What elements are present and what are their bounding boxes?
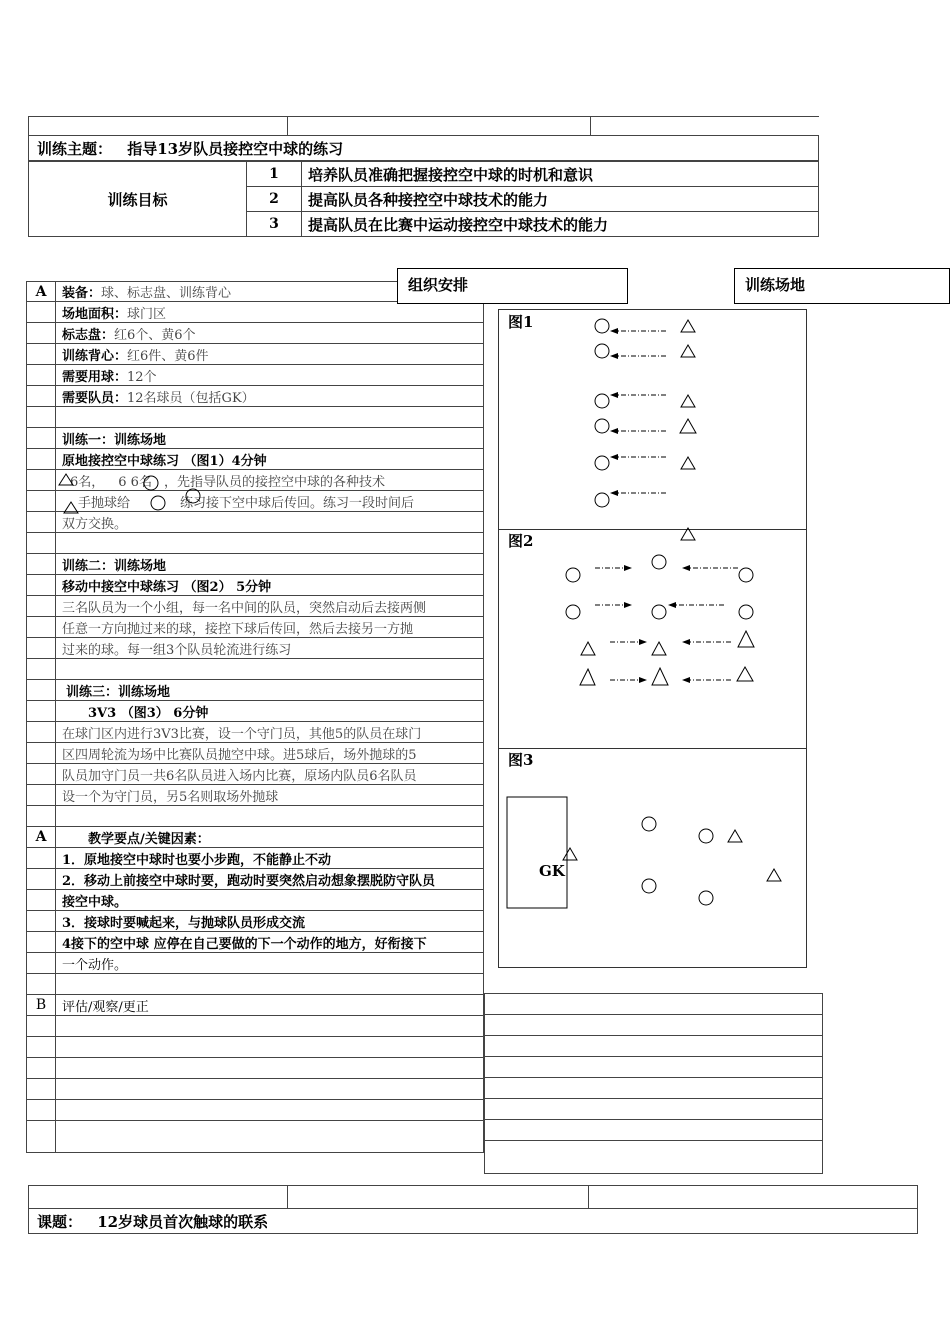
triangle-icon: [59, 474, 73, 485]
drill2-subtitle: 移动中接空中球练习 （图2） 5分钟: [56, 575, 484, 596]
triangle-icon: [681, 457, 695, 469]
key-point: 4接下的空中球 应停在自己要做的下一个动作的地方，好衔接下: [56, 932, 484, 953]
key-point: 接空中球。: [56, 890, 484, 911]
drill3-subtitle: 3V3 （图3） 6分钟: [56, 701, 484, 722]
triangle-icon: [681, 320, 695, 332]
circle-icon: [699, 829, 713, 843]
topic-text: 12岁球员首次触球的联系: [97, 1212, 269, 1231]
blank-cell: [29, 117, 288, 136]
balls-value: 12个: [127, 369, 157, 385]
goal-text: 提高队员在比赛中运动接控空中球技术的能力: [302, 212, 819, 237]
triangle-icon: [728, 830, 742, 842]
section-mark: A: [27, 282, 56, 302]
circle-icon: [595, 394, 609, 408]
key-points-title: 教学要点/关键因素：: [56, 827, 484, 848]
circle-icon: [595, 319, 609, 333]
cones-label: 标志盘：: [62, 327, 115, 343]
triangle-icon: [652, 642, 666, 655]
circle-icon: [144, 476, 158, 490]
blank-cell: [288, 117, 591, 136]
equip-value: 球、标志盘、训练背心: [101, 286, 232, 301]
theme-text: 指导13岁队员接控空中球的练习: [127, 139, 344, 158]
evaluation-grid: [484, 993, 823, 1174]
circle-icon: [595, 456, 609, 470]
circle-icon: [186, 489, 200, 503]
triangle-icon: [580, 669, 595, 685]
figure-1-label: 图1: [508, 313, 534, 331]
goalkeeper-label: GK: [539, 862, 565, 880]
theme-label: 训练主题：: [37, 139, 113, 158]
goal-text: 提高队员各种接控空中球技术的能力: [302, 187, 819, 212]
circle-icon: [151, 496, 165, 510]
triangle-icon: [652, 668, 668, 685]
blank-cell: [589, 1186, 918, 1209]
goalkeeper-triangle-icon: [563, 848, 577, 860]
triangle-icon: [681, 395, 695, 407]
goals-table: [28, 161, 819, 237]
circle-icon: [595, 344, 609, 358]
drill3-line: 在球门区内进行3V3比赛，设一个守门员，其他5的队员在球门: [56, 722, 484, 743]
drill3-line: 区四周轮流为场中比赛队员抛空中球。进5球后，场外抛球的5: [56, 743, 484, 764]
balls-label: 需要用球：: [62, 369, 128, 385]
section-mark: A: [27, 827, 56, 848]
drill1-title: 训练一：训练场地: [56, 428, 484, 449]
drill2-line: 三名队员为一个小组，每一名中间的队员，突然启动后去接两侧: [56, 596, 484, 617]
drill1-line3: 双方交换。: [56, 512, 484, 533]
theme-row: [29, 136, 819, 161]
triangle-icon: [738, 631, 754, 647]
goal-label: 训练目标: [29, 162, 247, 237]
key-point: 2．移动上前接空中球时要，跑动时要突然启动想象摆脱防守队员: [56, 869, 484, 890]
drill1-line2: 手抛球给 练习接下空中球后传回。练习一段时间后: [56, 491, 484, 512]
figure-3-diagram: [507, 797, 781, 908]
circle-icon: [739, 568, 753, 582]
triangle-icon: [64, 502, 78, 513]
area-label: 场地面积：: [62, 306, 128, 322]
goal-no: 3: [247, 212, 302, 237]
figure-1-diagram: [595, 319, 696, 540]
players-label: 需要队员：: [62, 390, 128, 406]
figure-2-diagram: [566, 555, 754, 685]
key-point: 3．接球时要喊起来，与抛球队员形成交流: [56, 911, 484, 932]
goal-no: 2: [247, 187, 302, 212]
circle-icon: [699, 891, 713, 905]
players-value: 12名球员（包括GK）: [127, 390, 255, 406]
drill1-shape-overlay: [55, 470, 205, 520]
drill1-line1: 6名， 6 6名 ，先指导队员的接控空中球的各种技术: [56, 470, 484, 491]
key-point: 1．原地接空中球时也要小步跑，不能静止不动: [56, 848, 484, 869]
circle-icon: [739, 605, 753, 619]
drill3-title: 训练三：训练场地: [56, 680, 484, 701]
circle-icon: [595, 419, 609, 433]
circle-icon: [642, 879, 656, 893]
drill1-subtitle: 原地接控空中球练习 （图1）4分钟: [56, 449, 484, 470]
training-plan-table: [28, 116, 819, 161]
equip-label: 装备：: [62, 286, 102, 301]
circle-icon: [652, 605, 666, 619]
goal-text: 培养队员准确把握接控空中球的时机和意识: [302, 162, 819, 187]
organization-header: 组织安排: [397, 268, 628, 304]
triangle-icon: [581, 642, 595, 655]
drill3-line: 队员加守门员一共6名队员进入场内比赛，原场内队员6名队员: [56, 764, 484, 785]
triangle-icon: [680, 419, 696, 433]
field-header: 训练场地: [734, 268, 950, 304]
bibs-label: 训练背心：: [62, 348, 128, 364]
key-point: 一个动作。: [56, 953, 484, 974]
circle-icon: [566, 568, 580, 582]
section-mark: B: [27, 995, 56, 1016]
blank-cell: [591, 117, 819, 136]
triangle-icon: [681, 345, 695, 357]
triangle-icon: [681, 528, 695, 540]
circle-icon: [566, 605, 580, 619]
topic-row: [29, 1209, 918, 1234]
triangle-icon: [737, 667, 753, 681]
goal-area: [507, 797, 567, 908]
drill2-line: 任意一方向抛过来的球，接控下球后传回，然后去接另一方抛: [56, 617, 484, 638]
drill2-line: 过来的球。每一组3个队员轮流进行练习: [56, 638, 484, 659]
triangle-icon: [767, 869, 781, 881]
circle-icon: [642, 817, 656, 831]
circle-icon: [652, 555, 666, 569]
blank-cell: [29, 1186, 288, 1209]
drill3-line: 设一个为守门员，另5名则取场外抛球: [56, 785, 484, 806]
topic-table: [28, 1185, 918, 1234]
cones-value: 红6个、黄6个: [114, 327, 196, 343]
drill2-title: 训练二：训练场地: [56, 554, 484, 575]
circle-icon: [595, 493, 609, 507]
session-details-table: [26, 281, 484, 1153]
figure-2-label: 图2: [508, 532, 534, 550]
evaluation-label: 评估/观察/更正: [56, 995, 484, 1016]
bibs-value: 红6件、黄6件: [127, 348, 209, 364]
blank-cell: [288, 1186, 589, 1209]
area-value: 球门区: [127, 306, 167, 322]
topic-label: 课题：: [37, 1212, 83, 1231]
goal-no: 1: [247, 162, 302, 187]
figure-3-label: 图3: [508, 751, 534, 769]
